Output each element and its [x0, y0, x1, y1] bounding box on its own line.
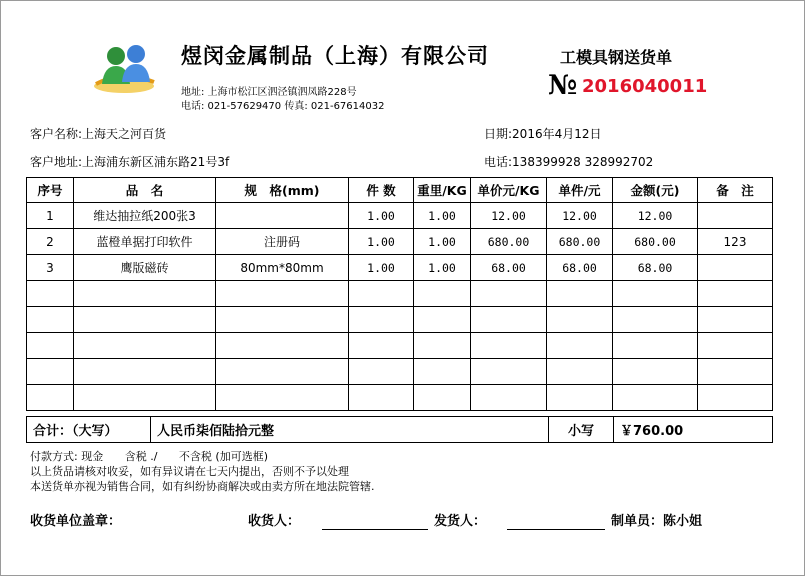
document-title: 工模具钢送货单	[560, 48, 673, 67]
cell-col-qty[interactable]	[349, 333, 414, 359]
header-col-qty: 件 数	[349, 178, 414, 203]
cell-col-remark[interactable]	[698, 307, 773, 333]
cell-col-index[interactable]	[27, 281, 74, 307]
receiver-sign-line	[322, 529, 428, 530]
cell-col-index[interactable]	[27, 359, 74, 385]
cell-col-spec[interactable]	[216, 281, 349, 307]
cell-col-qty[interactable]: 1.00	[349, 203, 414, 229]
total-small-label: 小写	[549, 417, 614, 443]
signature-shipper-label: 发货人：	[434, 514, 487, 529]
customer-name-label: 客户名称:	[30, 127, 83, 141]
company-name: 煜闵金属制品（上海）有限公司	[181, 43, 489, 68]
header-col-weight: 重里/KG	[414, 178, 471, 203]
cell-col-qty[interactable]: 1.00	[349, 229, 414, 255]
total-small: ￥760.00	[614, 417, 773, 443]
cell-col-weight[interactable]	[414, 307, 471, 333]
cell-col-unit-price[interactable]	[547, 333, 613, 359]
payment-method: 付款方式: 现金	[30, 450, 104, 463]
cell-col-name[interactable]	[74, 281, 216, 307]
maker-label: 制单员：	[611, 514, 664, 529]
cell-col-spec[interactable]	[216, 333, 349, 359]
customer-phone-label: 电话:	[484, 155, 513, 169]
table-body	[27, 203, 773, 411]
cell-col-index[interactable]	[27, 333, 74, 359]
cell-col-spec[interactable]	[216, 359, 349, 385]
cell-col-weight[interactable]	[414, 333, 471, 359]
totals-table	[26, 416, 773, 443]
tax-excluded-option[interactable]: 不含税 (加可选框)	[178, 450, 268, 463]
cell-col-unit-price-kg[interactable]	[471, 333, 547, 359]
cell-col-weight[interactable]: 1.00	[414, 255, 471, 281]
customer-phone: 138399928 328992702	[512, 155, 654, 169]
cell-col-remark[interactable]	[698, 333, 773, 359]
cell-col-index[interactable]: 2	[27, 229, 74, 255]
cell-col-weight[interactable]: 1.00	[414, 229, 471, 255]
table-row	[27, 385, 773, 411]
cell-col-amount[interactable]	[613, 385, 698, 411]
cell-col-qty[interactable]	[349, 281, 414, 307]
company-phone: 电话: 021-57629470 传真: 021-67614032	[181, 101, 385, 112]
cell-col-unit-price[interactable]	[547, 359, 613, 385]
maker-name: 陈小姐	[663, 514, 703, 529]
date-row	[484, 125, 602, 142]
notes	[30, 449, 375, 494]
table-row	[27, 307, 773, 333]
cell-col-remark[interactable]	[698, 385, 773, 411]
cell-col-unit-price[interactable]	[547, 307, 613, 333]
cell-col-qty[interactable]	[349, 385, 414, 411]
company-address: 地址: 上海市松江区泗泾镇泗凤路228号	[181, 87, 357, 98]
cell-col-name[interactable]: 蓝橙单据打印软件	[74, 229, 216, 255]
cell-col-weight[interactable]	[414, 281, 471, 307]
cell-col-spec[interactable]: 注册码	[216, 229, 349, 255]
number-sign: №	[548, 70, 578, 101]
note-line-2: 以上货品请核对收妥，如有异议请在七天内提出，否则不予以处理	[30, 465, 349, 478]
customer-phone-row	[484, 153, 653, 170]
cell-col-name[interactable]	[74, 385, 216, 411]
header-col-unit-price-kg: 单价元/KG	[471, 178, 547, 203]
cell-col-remark[interactable]	[698, 203, 773, 229]
cell-col-amount[interactable]	[613, 359, 698, 385]
signature-receiver-label: 收货人：	[248, 514, 301, 529]
cell-col-index[interactable]: 3	[27, 255, 74, 281]
customer-name: 上海天之河百货	[82, 127, 167, 141]
cell-col-spec[interactable]	[216, 203, 349, 229]
cell-col-amount[interactable]	[613, 307, 698, 333]
cell-col-weight[interactable]	[414, 359, 471, 385]
customer-name-row	[30, 125, 166, 142]
cell-col-index[interactable]: 1	[27, 203, 74, 229]
cell-col-name[interactable]: 鹰版磁砖	[74, 255, 216, 281]
cell-col-qty[interactable]: 1.00	[349, 255, 414, 281]
header-col-name: 品 名	[74, 178, 216, 203]
cell-col-unit-price-kg[interactable]	[471, 359, 547, 385]
cell-col-weight[interactable]: 1.00	[414, 203, 471, 229]
cell-col-unit-price[interactable]: 12.00	[547, 203, 613, 229]
total-label: 合计：（大写）	[27, 417, 151, 443]
document-number: 2016040011	[582, 76, 708, 97]
header-col-unit-price: 单件/元	[547, 178, 613, 203]
cell-col-remark[interactable]	[698, 359, 773, 385]
table-row	[27, 229, 773, 255]
header-col-remark: 备 注	[698, 178, 773, 203]
cell-col-remark[interactable]	[698, 281, 773, 307]
cell-col-name[interactable]	[74, 359, 216, 385]
cell-col-weight[interactable]	[414, 385, 471, 411]
header-col-index: 序号	[27, 178, 74, 203]
cell-col-amount[interactable]	[613, 333, 698, 359]
cell-col-unit-price-kg[interactable]: 68.00	[471, 255, 547, 281]
cell-col-index[interactable]	[27, 385, 74, 411]
table-row	[27, 255, 773, 281]
cell-col-spec[interactable]	[216, 307, 349, 333]
cell-col-remark[interactable]: 123	[698, 229, 773, 255]
cell-col-remark[interactable]	[698, 255, 773, 281]
table-row	[27, 333, 773, 359]
cell-col-spec[interactable]: 80mm*80mm	[216, 255, 349, 281]
cell-col-name[interactable]	[74, 307, 216, 333]
table-row	[27, 281, 773, 307]
company-logo-icon	[92, 44, 158, 100]
table-row	[27, 203, 773, 229]
note-line-3: 本送货单亦视为销售合同，如有纠纷协商解决或由卖方所在地法院管辖.	[30, 480, 375, 493]
cell-col-name[interactable]	[74, 333, 216, 359]
cell-col-unit-price-kg[interactable]	[471, 385, 547, 411]
cell-col-unit-price-kg[interactable]	[471, 281, 547, 307]
cell-col-amount[interactable]	[613, 281, 698, 307]
cell-col-name[interactable]: 维达抽拉纸200张3	[74, 203, 216, 229]
tax-included-option[interactable]: 含税 ./	[124, 450, 158, 463]
cell-col-qty[interactable]	[349, 359, 414, 385]
total-uppercase: 人民币柒佰陆拾元整	[151, 417, 549, 443]
cell-col-amount[interactable]: 12.00	[613, 203, 698, 229]
cell-col-unit-price[interactable]	[547, 281, 613, 307]
cell-col-amount[interactable]: 680.00	[613, 229, 698, 255]
date-value: 2016年4月12日	[512, 127, 602, 141]
customer-address-row	[30, 153, 229, 170]
signature-stamp-label: 收货单位盖章：	[30, 514, 122, 529]
totals-row	[27, 417, 773, 443]
customer-address: 上海浦东新区浦东路21号3f	[82, 155, 230, 169]
cell-col-spec[interactable]	[216, 385, 349, 411]
date-label: 日期:	[484, 127, 513, 141]
cell-col-unit-price[interactable]: 68.00	[547, 255, 613, 281]
table-header-row	[27, 178, 773, 203]
cell-col-index[interactable]	[27, 307, 74, 333]
header-col-spec: 规 格(mm)	[216, 178, 349, 203]
maker-row	[611, 510, 702, 529]
cell-col-unit-price-kg[interactable]	[471, 307, 547, 333]
cell-col-unit-price-kg[interactable]: 12.00	[471, 203, 547, 229]
table-row	[27, 359, 773, 385]
cell-col-amount[interactable]: 68.00	[613, 255, 698, 281]
cell-col-qty[interactable]	[349, 307, 414, 333]
shipper-sign-line	[507, 529, 605, 530]
customer-address-label: 客户地址:	[30, 155, 83, 169]
cell-col-unit-price[interactable]: 680.00	[547, 229, 613, 255]
header-col-amount: 金额(元)	[613, 178, 698, 203]
items-table	[26, 177, 773, 411]
cell-col-unit-price[interactable]	[547, 385, 613, 411]
cell-col-unit-price-kg[interactable]: 680.00	[471, 229, 547, 255]
